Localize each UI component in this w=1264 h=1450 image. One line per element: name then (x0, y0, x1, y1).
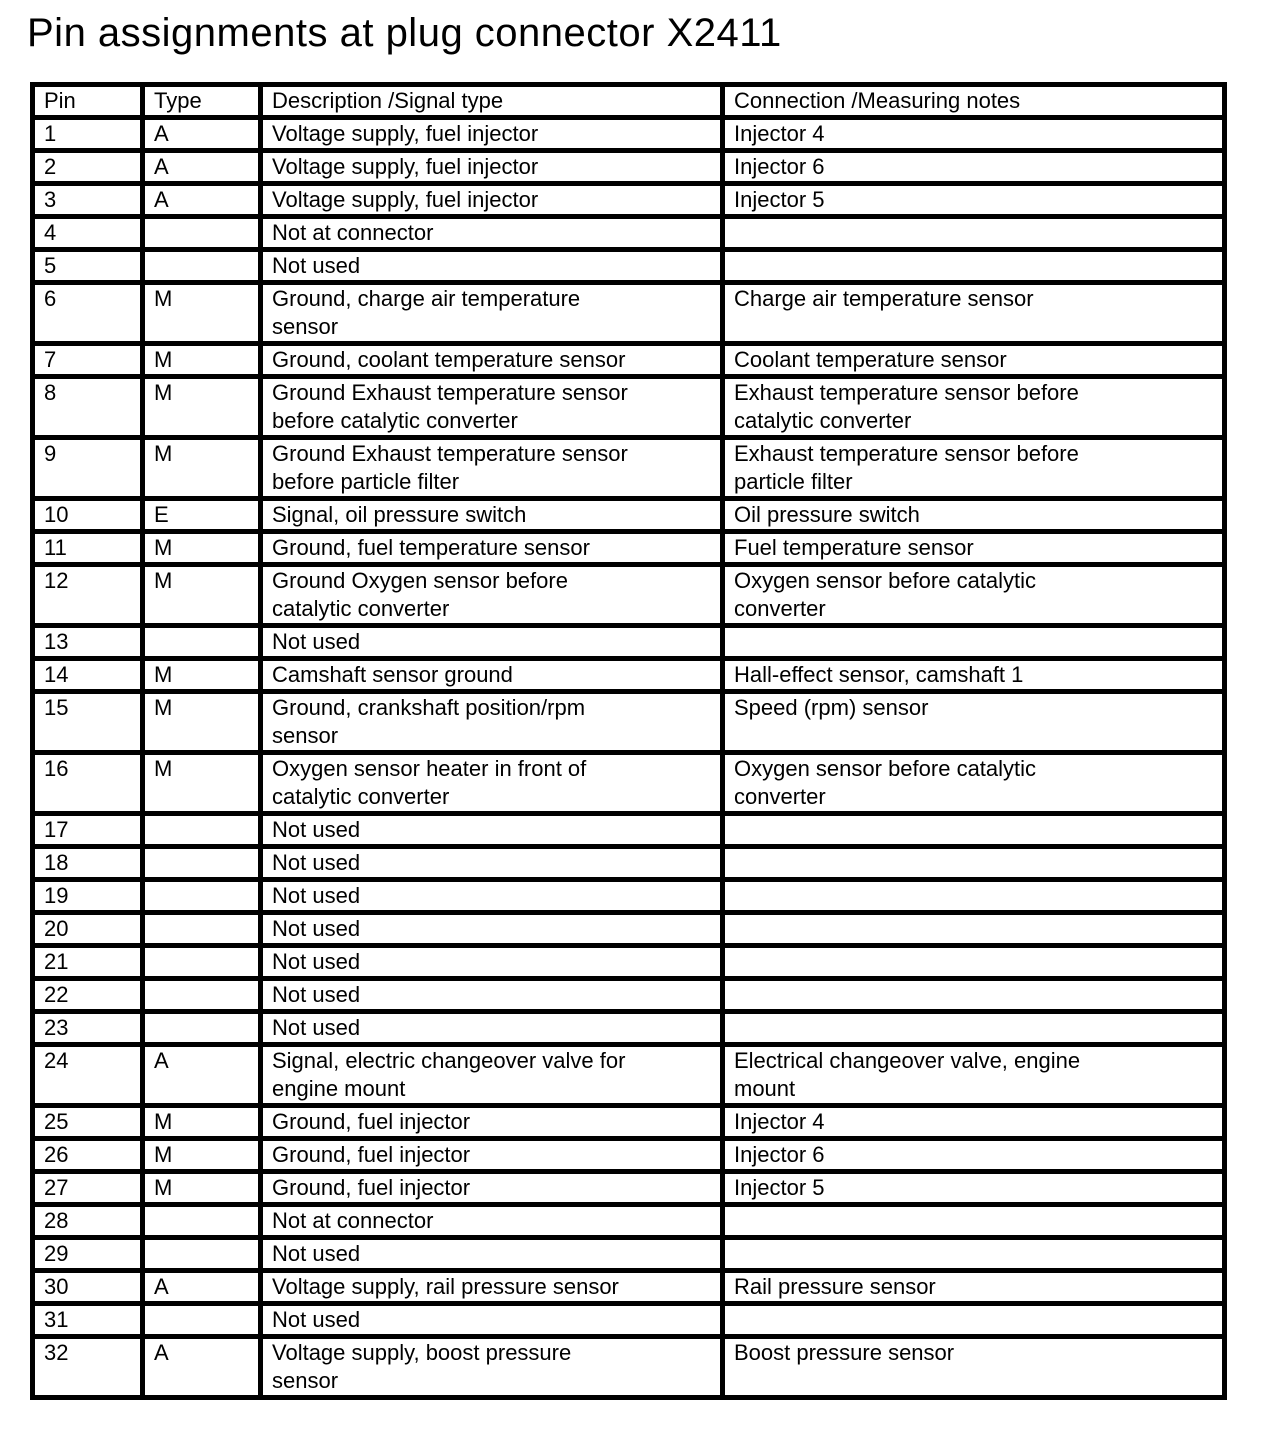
table-row (33, 1271, 1225, 1304)
table-row (33, 814, 1225, 847)
connection-cell: Injector 6 (723, 151, 1225, 184)
connection-cell (723, 814, 1225, 847)
table-row (33, 344, 1225, 377)
type-cell: M (143, 659, 261, 692)
table-row (33, 659, 1225, 692)
type-cell: M (143, 377, 261, 438)
connection-cell (723, 1238, 1225, 1271)
pin-cell: 22 (33, 979, 143, 1012)
connection-cell: Electrical changeover valve, engine mount (723, 1045, 1225, 1106)
connection-cell: Coolant temperature sensor (723, 344, 1225, 377)
connection-cell: Injector 4 (723, 1106, 1225, 1139)
table-row (33, 946, 1225, 979)
pin-cell: 23 (33, 1012, 143, 1045)
type-cell: E (143, 499, 261, 532)
table-row (33, 753, 1225, 814)
type-cell: A (143, 118, 261, 151)
pin-cell: 16 (33, 753, 143, 814)
pin-cell: 10 (33, 499, 143, 532)
description-cell: Voltage supply, boost pressure sensor (261, 1337, 723, 1398)
table-row (33, 377, 1225, 438)
connection-cell (723, 1304, 1225, 1337)
description-cell: Not used (261, 880, 723, 913)
table-row (33, 1304, 1225, 1337)
connection-cell: Oil pressure switch (723, 499, 1225, 532)
type-cell: M (143, 753, 261, 814)
pin-cell: 17 (33, 814, 143, 847)
table-row (33, 1238, 1225, 1271)
pin-cell: 21 (33, 946, 143, 979)
pin-cell: 14 (33, 659, 143, 692)
pin-cell: 5 (33, 250, 143, 283)
description-cell: Ground, fuel injector (261, 1139, 723, 1172)
type-cell: A (143, 1271, 261, 1304)
description-cell: Camshaft sensor ground (261, 659, 723, 692)
pin-cell: 12 (33, 565, 143, 626)
type-cell (143, 626, 261, 659)
pin-cell: 30 (33, 1271, 143, 1304)
pin-cell: 19 (33, 880, 143, 913)
type-cell: M (143, 438, 261, 499)
connection-cell (723, 1205, 1225, 1238)
table-row (33, 565, 1225, 626)
type-cell (143, 880, 261, 913)
pin-cell: 3 (33, 184, 143, 217)
connection-cell (723, 979, 1225, 1012)
description-cell: Not at connector (261, 217, 723, 250)
connection-cell (723, 847, 1225, 880)
table-row (33, 847, 1225, 880)
type-cell (143, 1238, 261, 1271)
type-cell (143, 979, 261, 1012)
table-row (33, 1172, 1225, 1205)
type-cell: M (143, 565, 261, 626)
description-cell: Ground, charge air temperature sensor (261, 283, 723, 344)
description-cell: Not used (261, 979, 723, 1012)
table-row (33, 913, 1225, 946)
table-row (33, 217, 1225, 250)
table-row (33, 692, 1225, 753)
table-row (33, 626, 1225, 659)
pin-cell: 32 (33, 1337, 143, 1398)
description-cell: Ground, fuel temperature sensor (261, 532, 723, 565)
description-cell: Signal, electric changeover valve for engine mount (261, 1045, 723, 1106)
connection-cell (723, 626, 1225, 659)
type-cell: A (143, 1045, 261, 1106)
table-row (33, 438, 1225, 499)
type-cell: M (143, 1172, 261, 1205)
pin-cell: 9 (33, 438, 143, 499)
table-row (33, 1205, 1225, 1238)
connection-cell: Speed (rpm) sensor (723, 692, 1225, 753)
description-cell: Not used (261, 250, 723, 283)
connection-cell: Fuel temperature sensor (723, 532, 1225, 565)
pin-cell: 24 (33, 1045, 143, 1106)
table-row (33, 1337, 1225, 1398)
pin-cell: 6 (33, 283, 143, 344)
type-cell: M (143, 692, 261, 753)
table-row (33, 283, 1225, 344)
description-cell: Not used (261, 626, 723, 659)
pin-cell: 31 (33, 1304, 143, 1337)
pin-cell: 20 (33, 913, 143, 946)
connection-cell: Exhaust temperature sensor before particle filter (723, 438, 1225, 499)
table-row (33, 1012, 1225, 1045)
description-cell: Not used (261, 1238, 723, 1271)
description-cell: Ground Exhaust temperature sensor before particle filter (261, 438, 723, 499)
connection-cell (723, 946, 1225, 979)
column-header-connection: Connection /Measuring notes (723, 85, 1225, 118)
type-cell (143, 847, 261, 880)
connection-cell: Boost pressure sensor (723, 1337, 1225, 1398)
table-row (33, 151, 1225, 184)
connection-cell: Injector 4 (723, 118, 1225, 151)
description-cell: Ground, fuel injector (261, 1106, 723, 1139)
connection-cell (723, 880, 1225, 913)
type-cell (143, 814, 261, 847)
connection-cell: Hall-effect sensor, camshaft 1 (723, 659, 1225, 692)
pin-cell: 25 (33, 1106, 143, 1139)
pin-cell: 2 (33, 151, 143, 184)
connection-cell: Exhaust temperature sensor before catalytic converter (723, 377, 1225, 438)
type-cell (143, 217, 261, 250)
type-cell (143, 946, 261, 979)
connection-cell: Injector 5 (723, 1172, 1225, 1205)
description-cell: Not used (261, 847, 723, 880)
pin-cell: 15 (33, 692, 143, 753)
connection-cell (723, 1012, 1225, 1045)
description-cell: Voltage supply, rail pressure sensor (261, 1271, 723, 1304)
pin-cell: 8 (33, 377, 143, 438)
type-cell: M (143, 1106, 261, 1139)
pin-cell: 18 (33, 847, 143, 880)
pin-cell: 11 (33, 532, 143, 565)
description-cell: Not used (261, 814, 723, 847)
connection-cell: Injector 6 (723, 1139, 1225, 1172)
type-cell: M (143, 283, 261, 344)
table-row (33, 184, 1225, 217)
connection-cell: Injector 5 (723, 184, 1225, 217)
column-header-type: Type (143, 85, 261, 118)
column-header-pin: Pin (33, 85, 143, 118)
connection-cell: Charge air temperature sensor (723, 283, 1225, 344)
table-body (33, 118, 1225, 1398)
description-cell: Ground Oxygen sensor before catalytic converter (261, 565, 723, 626)
pin-cell: 29 (33, 1238, 143, 1271)
table-row (33, 250, 1225, 283)
type-cell: A (143, 151, 261, 184)
description-cell: Signal, oil pressure switch (261, 499, 723, 532)
pin-cell: 27 (33, 1172, 143, 1205)
description-cell: Voltage supply, fuel injector (261, 118, 723, 151)
description-cell: Not used (261, 946, 723, 979)
type-cell: M (143, 532, 261, 565)
header-row (33, 85, 1225, 118)
pin-cell: 28 (33, 1205, 143, 1238)
table-row (33, 1106, 1225, 1139)
type-cell: M (143, 1139, 261, 1172)
connection-cell (723, 913, 1225, 946)
page-title: Pin assignments at plug connector X2411 (27, 11, 782, 55)
type-cell (143, 1304, 261, 1337)
type-cell (143, 1012, 261, 1045)
table-row (33, 1139, 1225, 1172)
table-row (33, 979, 1225, 1012)
description-cell: Not used (261, 1304, 723, 1337)
type-cell: M (143, 344, 261, 377)
pin-cell: 4 (33, 217, 143, 250)
table-row (33, 118, 1225, 151)
type-cell (143, 1205, 261, 1238)
type-cell (143, 250, 261, 283)
table-row (33, 880, 1225, 913)
type-cell: A (143, 184, 261, 217)
description-cell: Not used (261, 913, 723, 946)
connection-cell: Rail pressure sensor (723, 1271, 1225, 1304)
table-row (33, 532, 1225, 565)
type-cell (143, 913, 261, 946)
pin-assignment-table (30, 82, 1227, 1400)
pin-cell: 13 (33, 626, 143, 659)
connection-cell (723, 250, 1225, 283)
description-cell: Not at connector (261, 1205, 723, 1238)
description-cell: Voltage supply, fuel injector (261, 184, 723, 217)
description-cell: Not used (261, 1012, 723, 1045)
description-cell: Ground, coolant temperature sensor (261, 344, 723, 377)
table-row (33, 1045, 1225, 1106)
pin-cell: 7 (33, 344, 143, 377)
connection-cell (723, 217, 1225, 250)
table-row (33, 499, 1225, 532)
description-cell: Voltage supply, fuel injector (261, 151, 723, 184)
description-cell: Ground, fuel injector (261, 1172, 723, 1205)
connection-cell: Oxygen sensor before catalytic converter (723, 565, 1225, 626)
pin-cell: 26 (33, 1139, 143, 1172)
description-cell: Ground Exhaust temperature sensor before catalytic converter (261, 377, 723, 438)
description-cell: Oxygen sensor heater in front of catalytic converter (261, 753, 723, 814)
type-cell: A (143, 1337, 261, 1398)
connection-cell: Oxygen sensor before catalytic converter (723, 753, 1225, 814)
column-header-description: Description /Signal type (261, 85, 723, 118)
pin-cell: 1 (33, 118, 143, 151)
description-cell: Ground, crankshaft position/rpm sensor (261, 692, 723, 753)
